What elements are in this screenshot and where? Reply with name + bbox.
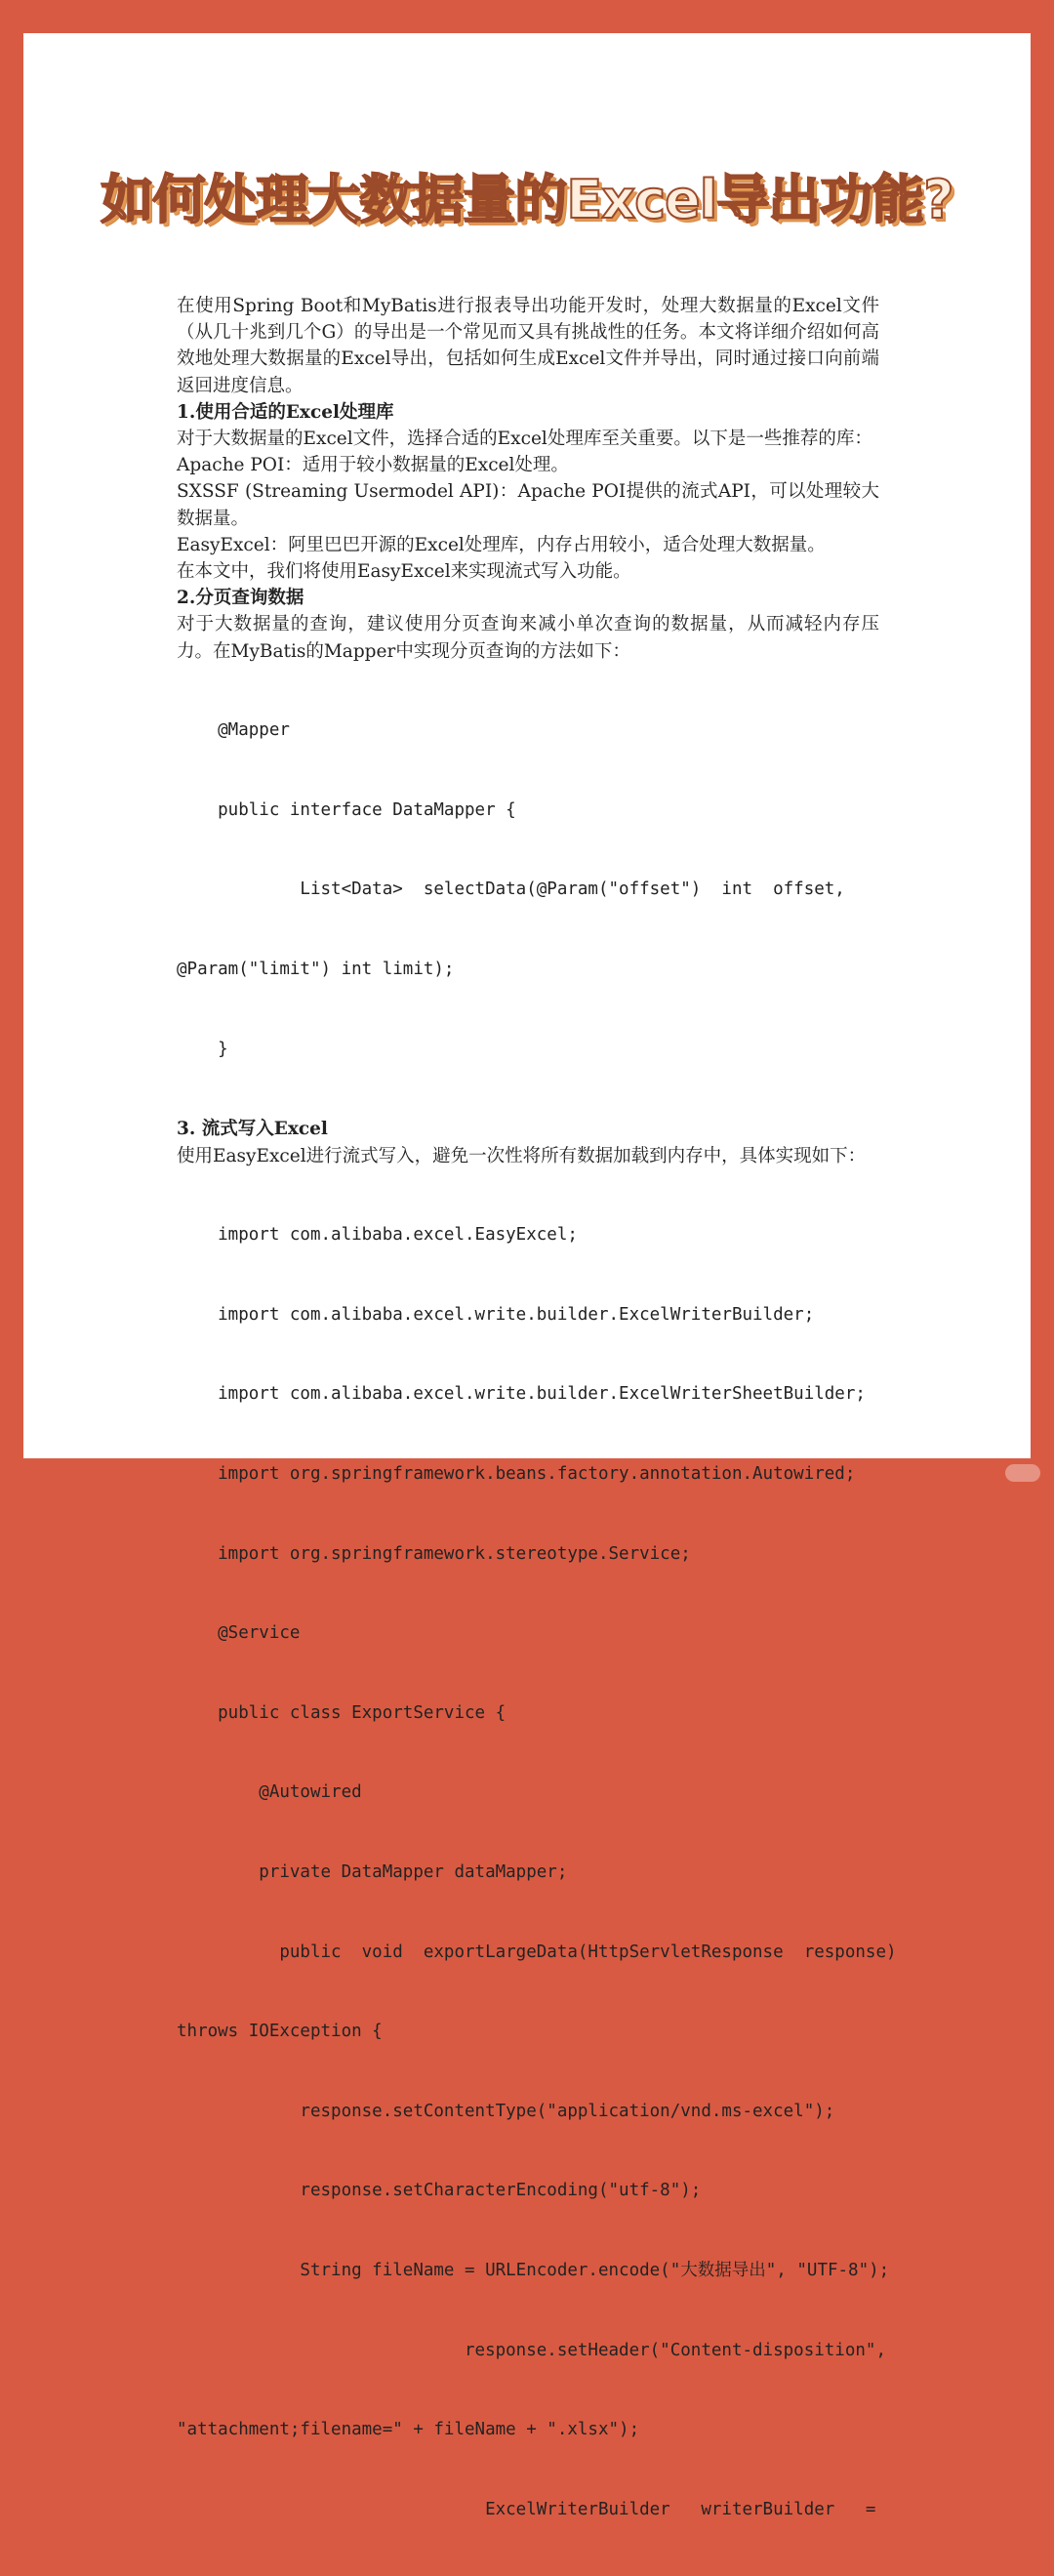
section-1-paragraph-2: Apache POI：适用于较小数据量的Excel处理。 (177, 455, 569, 476)
article-body (177, 293, 897, 2576)
section-1-heading: 1.使用合适的Excel处理库 (177, 401, 394, 423)
code-line: public class ExportService { (177, 1702, 507, 1723)
code-line: List<Data> selectData(@Param("offset") int offset, (177, 879, 845, 900)
code-line: public void exportLargeData(HttpServletResponse response) (177, 1942, 897, 1962)
section-1-paragraph-1: 对于大数据量的Excel文件，选择合适的Excel处理库至关重要。以下是一些推荐的库： (177, 429, 872, 450)
code-line: private DataMapper dataMapper; (177, 1861, 568, 1882)
code-line: public interface DataMapper { (177, 799, 516, 820)
document-page (23, 33, 1031, 2519)
section-2-heading: 2.分页查询数据 (177, 588, 304, 609)
code-line: "attachment;filename=" + fileName + ".xlsx"); (177, 2420, 640, 2440)
code-line: throws IOException { (177, 2022, 383, 2042)
code-line: String fileName = URLEncoder.encode("大数据导出", "UTF-8"); (177, 2261, 890, 2281)
page-title: 如何处理大数据量的Excel导出功能? (101, 169, 953, 230)
code-line: response.setHeader("Content-disposition", (177, 2340, 886, 2360)
intro-paragraph: 在使用Spring Boot和MyBatis进行报表导出功能开发时，处理大数据量的Excel文件（从几十兆到几个G）的导出是一个常见而又具有挑战性的任务。本文将详细介绍如何高效地处理大数据量的Excel导出，包括如何生成Excel文件并导出，同时通过接口向前端返回进度信息。 (177, 296, 879, 396)
code-line: @Service (177, 1623, 301, 1644)
code-line: import com.alibaba.excel.EasyExcel; (177, 1225, 578, 1246)
section-1-paragraph-4: EasyExcel：阿里巴巴开源的Excel处理库，内存占用较小，适合处理大数据量。 (177, 534, 826, 555)
section-3-heading: 3. 流式写入Excel (177, 1119, 328, 1140)
watermark-logo (1005, 1464, 1040, 1482)
code-line: response.setCharacterEncoding("utf-8"); (177, 2181, 702, 2201)
code-line: @Param("limit") int limit); (177, 960, 455, 980)
code-line: @Autowired (177, 1782, 362, 1803)
section-2-paragraph-1: 对于大数据量的查询，建议使用分页查询来减小单次查询的数据量，从而减轻内存压力。在MyBatis的Mapper中实现分页查询的方法如下： (177, 614, 879, 662)
export-service-code-block (177, 1169, 897, 2576)
section-1-paragraph-5: 在本文中，我们将使用EasyExcel来实现流式写入功能。 (177, 561, 631, 583)
code-line: import org.springframework.stereotype.Service; (177, 1543, 691, 1564)
code-line: import com.alibaba.excel.write.builder.ExcelWriterBuilder; (177, 1304, 815, 1325)
mapper-code-block (177, 665, 879, 1116)
code-line: ExcelWriterBuilder writerBuilder = (177, 2499, 876, 2519)
code-line: import org.springframework.beans.factory.annotation.Autowired; (177, 1463, 856, 1484)
code-line: } (177, 1039, 228, 1059)
section-3-paragraph-1: 使用EasyExcel进行流式写入，避免一次性将所有数据加载到内存中，具体实现如下： (177, 1145, 867, 1166)
code-line: import com.alibaba.excel.write.builder.ExcelWriterSheetBuilder; (177, 1384, 866, 1405)
section-1-paragraph-3: SXSSF (Streaming Usermodel API)：Apache POI提供的流式API，可以处理较大数据量。 (177, 481, 879, 529)
code-line: @Mapper (177, 720, 290, 741)
code-line: response.setContentType("application/vnd.ms-excel"); (177, 2101, 835, 2121)
